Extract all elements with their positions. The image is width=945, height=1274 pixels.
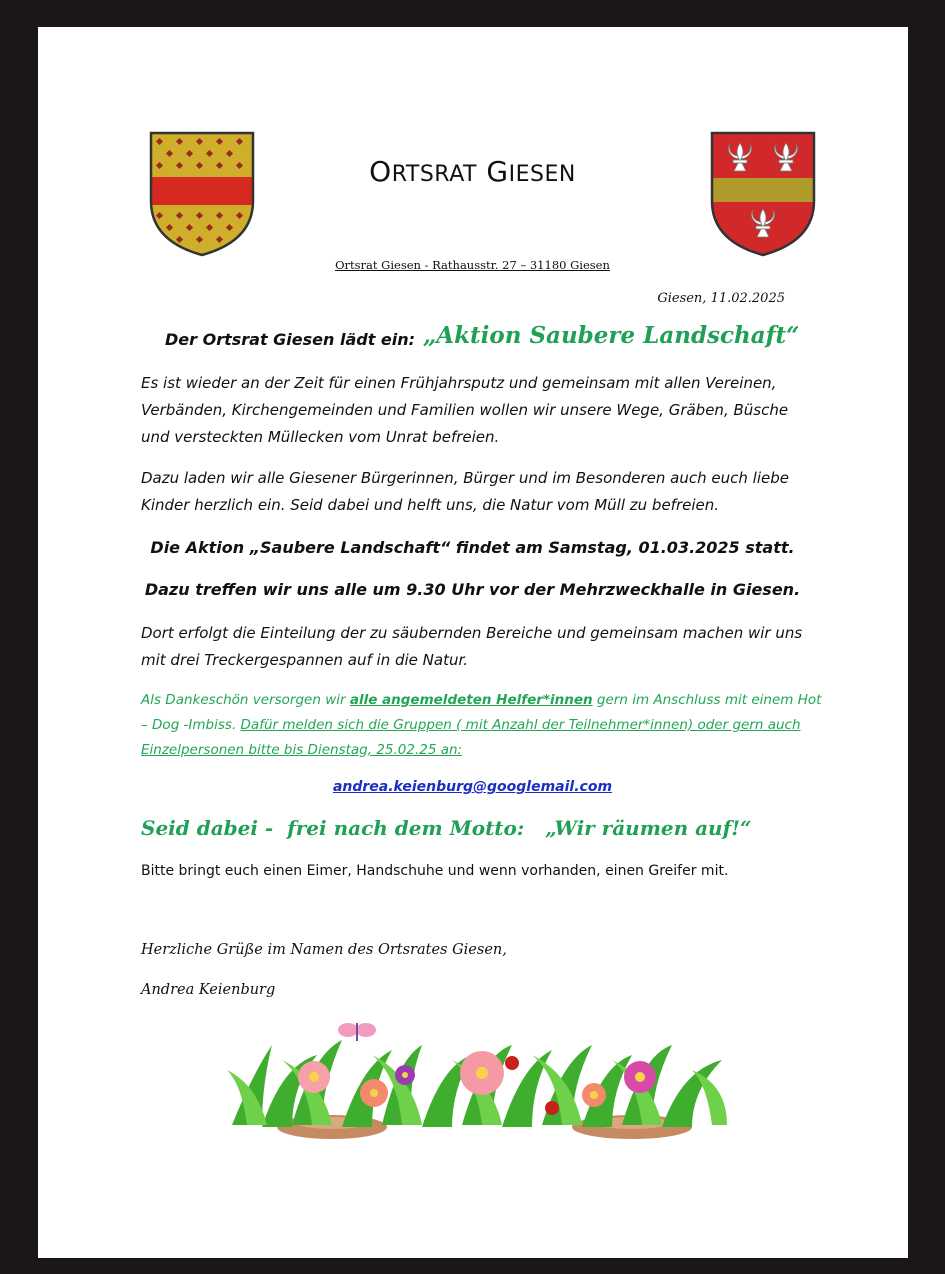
- page-title: ORTSRAT GIESEN: [369, 155, 576, 188]
- bring-note: Bitte bringt euch einen Eimer, Handschuhe und wenn vorhanden, einen Greifer mit.: [141, 863, 729, 879]
- contact-email-link[interactable]: andrea.keienburg@googlemail.com: [332, 779, 613, 795]
- signature-name: Andrea Keienburg: [141, 982, 276, 998]
- thanks-paragraph: [141, 688, 831, 763]
- meeting-line: Dazu treffen wir uns alle um 9.30 Uhr vor der Mehrzweckhalle in Giesen.: [144, 580, 801, 599]
- thanks-helpers: alle angemeldeten Helfer*innen: [349, 692, 593, 708]
- flower-meadow-illustration: [222, 1015, 728, 1145]
- right-coat-of-arms-icon: [710, 131, 816, 257]
- paragraph-intro: Es ist wieder an der Zeit für einen Frühjahrsputz und gemeinsam mit allen Vereinen, Verbänden, Kirchengemeinden und Familien wollen wir unsere Wege, Gräben, Büsche und versteckten Müllecken vom Unrat befreien.: [141, 374, 789, 446]
- left-coat-of-arms-icon: [149, 131, 255, 257]
- invitation-lead: Der Ortsrat Giesen lädt ein:: [165, 330, 416, 349]
- thanks-registration: Dafür melden sich die Gruppen ( mit Anzahl der Teilnehmer*innen) oder gern auch Einzelpersonen bitte bis Dienstag, 25.02.25 an:: [141, 717, 801, 758]
- letter-date: Giesen, 11.02.2025: [657, 291, 785, 306]
- thanks-text-2: gern im Anschluss mit einem Hot – Dog -Imbiss.: [141, 692, 822, 733]
- sender-address: Ortsrat Giesen - Rathausstr. 27 – 31180 Giesen: [335, 258, 610, 272]
- thanks-text-1: Als Dankeschön versorgen wir: [141, 692, 350, 708]
- action-title: „Aktion Saubere Landschaft“: [423, 322, 800, 349]
- event-date-line: Die Aktion „Saubere Landschaft“ findet am Samstag, 01.03.2025 statt.: [150, 538, 795, 557]
- motto-line: Seid dabei - frei nach dem Motto: „Wir räumen auf!“: [141, 816, 752, 840]
- paragraph-organisation: Dort erfolgt die Einteilung der zu säubernden Bereiche und gemeinsam machen wir uns mit drei Treckergespannen auf in die Natur.: [141, 624, 803, 669]
- closing-greeting: Herzliche Grüße im Namen des Ortsrates Giesen,: [141, 942, 507, 958]
- paragraph-invitation: Dazu laden wir alle Giesener Bürgerinnen, Bürger und im Besonderen auch euch liebe Kinder herzlich ein. Seid dabei und helft uns, die Natur vom Müll zu befreien.: [141, 469, 789, 514]
